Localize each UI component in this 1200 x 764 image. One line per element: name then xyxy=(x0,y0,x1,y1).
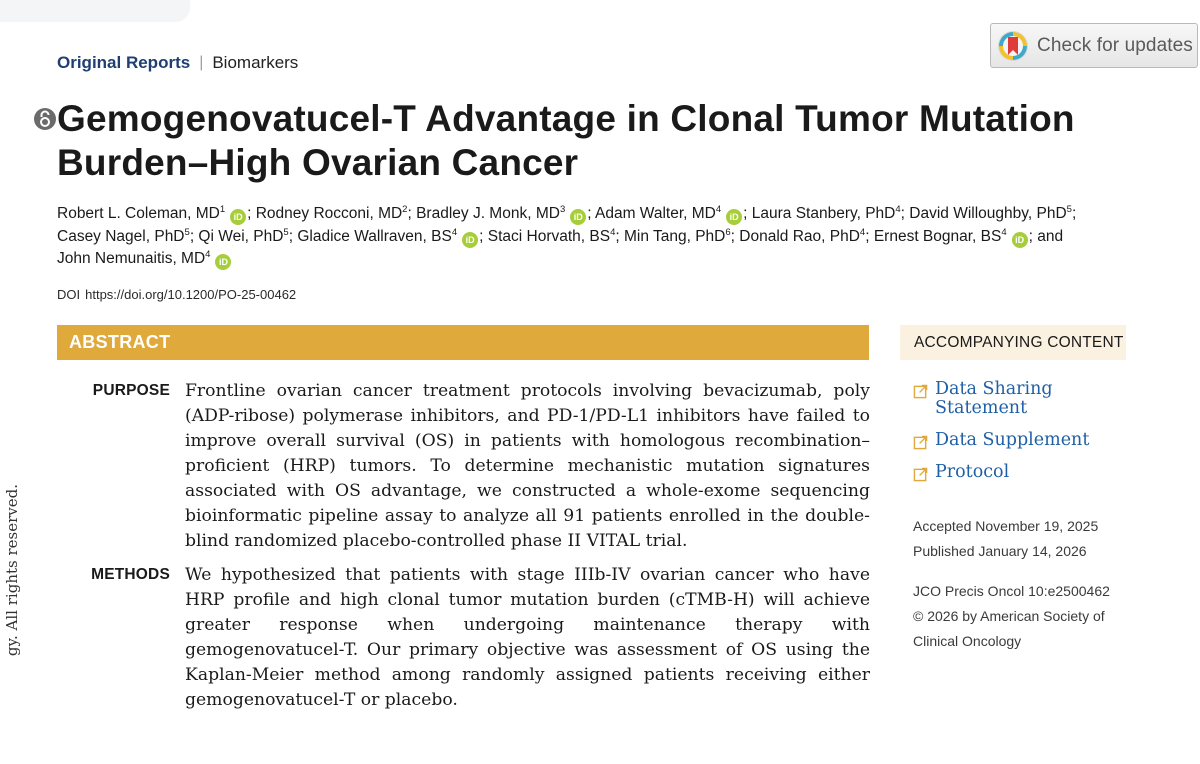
orcid-icon[interactable]: iD xyxy=(1012,232,1028,248)
orcid-icon[interactable]: iD xyxy=(230,209,246,225)
doi-line xyxy=(57,287,296,302)
affiliation-sup: 5 xyxy=(283,226,289,238)
copyright-line: Clinical Oncology xyxy=(913,633,1022,649)
article-dates xyxy=(913,514,1098,564)
author-name[interactable]: Robert L. Coleman, MD xyxy=(57,205,220,222)
link-label[interactable]: Data Sharing Statement xyxy=(935,379,1053,418)
affiliation-sup: 1 xyxy=(219,203,226,215)
external-link-icon xyxy=(913,384,928,399)
breadcrumb-separator: | xyxy=(199,54,204,71)
author-separator: ; xyxy=(1071,205,1077,222)
copyright-line: © 2026 by American Society of xyxy=(913,608,1105,624)
affiliation-sup: 4 xyxy=(1001,226,1007,238)
author-line-1 xyxy=(57,203,1137,226)
affiliation-sup: 4 xyxy=(451,226,458,238)
breadcrumb-section[interactable]: Original Reports xyxy=(57,53,191,72)
breadcrumb xyxy=(57,53,298,73)
abstract-header-label: ABSTRACT xyxy=(69,332,171,352)
author-name[interactable]: ; Laura Stanbery, PhD xyxy=(743,205,896,222)
link-label[interactable]: Protocol xyxy=(935,462,1010,482)
doi-link[interactable]: https://doi.org/10.1200/PO-25-00462 xyxy=(85,287,297,302)
affiliation-sup: 4 xyxy=(205,248,211,260)
affiliation-sup: 5 xyxy=(1066,203,1072,215)
author-list xyxy=(57,203,1137,271)
affiliation-sup: 4 xyxy=(610,226,616,238)
external-link-icon xyxy=(913,467,928,482)
link-protocol[interactable] xyxy=(913,463,1105,482)
methods-text: We hypothesized that patients with stage IIIb-IV ovarian cancer who have HRP profile and high clonal tumor mutation burden (cTMB-H) will achieve greater response when undergoing maintenance therapy with gemogenovatucel-T. Our primary objective was assessment of OS using the Kaplan-Meier method among randomly assigned patients receiving either gemogenovatucel-T or placebo. xyxy=(185,565,870,710)
orcid-icon[interactable]: iD xyxy=(570,209,586,225)
citation-info xyxy=(913,579,1110,654)
top-tab-edge xyxy=(0,0,190,22)
author-name[interactable]: ; Ernest Bognar, BS xyxy=(865,227,1002,245)
doi-label: DOI xyxy=(57,287,81,302)
author-separator: ; and xyxy=(1028,227,1064,245)
abstract-header xyxy=(57,325,869,360)
affiliation-sup: 4 xyxy=(859,226,866,238)
breadcrumb-topic[interactable]: Biomarkers xyxy=(212,53,299,72)
author-name[interactable]: ; Donald Rao, PhD xyxy=(730,227,860,245)
author-name[interactable]: ; Rodney Rocconi, MD xyxy=(247,205,403,222)
journal-citation: JCO Precis Oncol 10:e2500462 xyxy=(913,583,1110,599)
author-name[interactable]: ; David Willoughby, PhD xyxy=(900,205,1067,222)
author-name[interactable]: ; Adam Walter, MD xyxy=(587,205,716,222)
accepted-date: Accepted November 19, 2025 xyxy=(913,518,1099,534)
link-label[interactable]: Data Supplement xyxy=(935,430,1090,450)
link-data-supplement[interactable] xyxy=(913,431,1105,450)
orcid-icon[interactable]: iD xyxy=(215,254,231,270)
open-access-icon xyxy=(33,107,57,131)
author-line-3 xyxy=(57,248,1137,271)
external-link-icon xyxy=(913,435,928,450)
author-line-2 xyxy=(57,226,1137,249)
author-name[interactable]: ; Bradley J. Monk, MD xyxy=(407,205,560,222)
accompanying-content-header xyxy=(900,325,1126,360)
affiliation-sup: 3 xyxy=(559,203,566,215)
link-data-sharing-statement[interactable] xyxy=(913,380,1105,418)
accompanying-content-label: ACCOMPANYING CONTENT xyxy=(914,333,1124,351)
orcid-icon[interactable]: iD xyxy=(726,209,742,225)
side-copyright-note: gy. All rights reserved. xyxy=(3,484,21,657)
affiliation-sup: 4 xyxy=(715,203,722,215)
methods-label: METHODS xyxy=(91,566,170,583)
author-name[interactable]: ; Staci Horvath, BS xyxy=(479,227,611,245)
affiliation-sup: 6 xyxy=(725,226,731,238)
author-name[interactable]: ; Min Tang, PhD xyxy=(615,227,726,245)
check-for-updates-button[interactable] xyxy=(990,23,1198,68)
crossmark-icon xyxy=(997,30,1029,62)
purpose-text: Frontline ovarian cancer treatment protocols involving bevacizumab, poly (ADP-ribose) polymerase inhibitors, and PD-1/PD-L1 inhibitors have failed to improve overall survival (OS) in patients with homologous recombination–proficient (HRP) tumors. To determine mechanistic mutation signatures associated with OS advantage, we constructed a whole-exome sequencing bioinformatic pipeline assay to analyze all 91 patients enrolled in the double-blind randomized placebo-controlled phase II VITAL trial. xyxy=(185,381,870,551)
published-date: Published January 14, 2026 xyxy=(913,543,1087,559)
orcid-icon[interactable]: iD xyxy=(462,232,478,248)
author-name[interactable]: ; Gladice Wallraven, BS xyxy=(288,227,452,245)
affiliation-sup: 5 xyxy=(184,226,190,238)
author-name[interactable]: Casey Nagel, PhD xyxy=(57,227,185,245)
article-title: Gemogenovatucel-T Advantage in Clonal Tumor Mutation Burden–High Ovarian Cancer xyxy=(57,98,1075,183)
check-for-updates-label: Check for updates xyxy=(1037,34,1193,56)
author-name[interactable]: ; Qi Wei, PhD xyxy=(189,227,284,245)
purpose-label: PURPOSE xyxy=(92,382,170,399)
author-name[interactable]: John Nemunaitis, MD xyxy=(57,250,206,267)
affiliation-sup: 2 xyxy=(402,203,408,215)
affiliation-sup: 4 xyxy=(895,203,901,215)
